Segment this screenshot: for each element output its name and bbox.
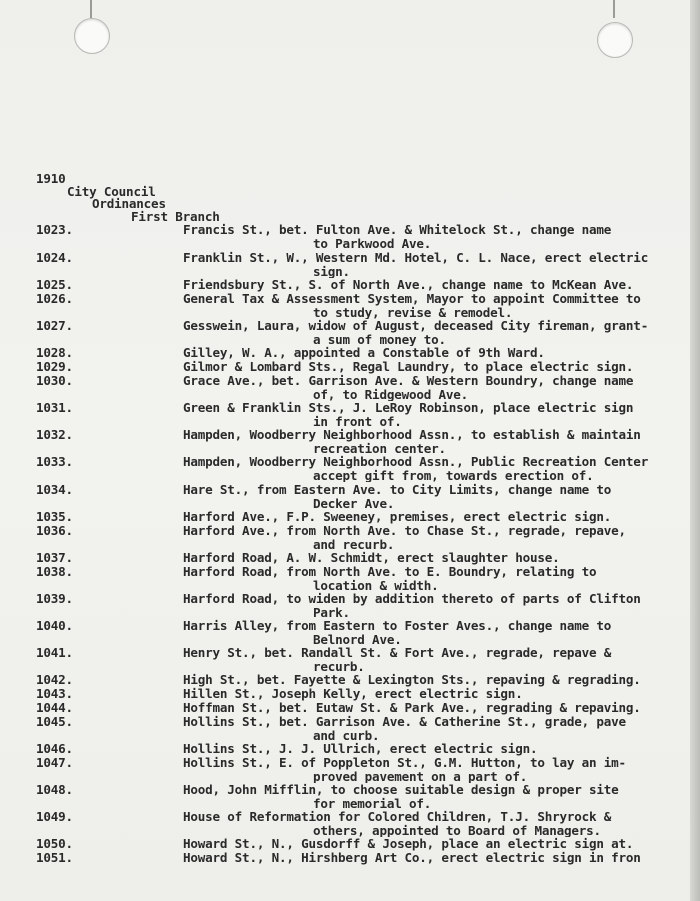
ordinance-number: 1036. (36, 523, 73, 538)
ordinance-number: 1046. (36, 741, 73, 756)
ordinance-text-line: Hampden, Woodberry Neighborhood Assn., Public Recreation Center (183, 455, 649, 469)
ordinance-text-line: Hampden, Woodberry Neighborhood Assn., to establish & maintain (183, 428, 641, 442)
ordinance-continuation-line: sign. (313, 263, 350, 278)
ordinance-number: 1028. (36, 345, 73, 360)
ordinance-text-line: Hollins St., bet. Garrison Ave. & Catherine St., grade, pave (183, 715, 626, 729)
ordinance-description (183, 455, 700, 482)
ordinance-continuation-line: to Parkwood Ave. (313, 235, 432, 250)
ordinance-number: 1026. (36, 291, 73, 306)
ordinance-description (183, 278, 700, 292)
ordinance-description (183, 756, 700, 783)
ordinance-description (183, 646, 700, 673)
ordinance-number: 1031. (36, 400, 73, 415)
ordinance-number: 1023. (36, 222, 73, 237)
ordinance-continuation-line: a sum of money to. (313, 331, 446, 346)
ordinance-text-line: Friendsbury St., S. of North Ave., change name to McKean Ave. (183, 278, 634, 292)
ordinance-continuation-line: proved pavement on a part of. (313, 768, 528, 783)
ordinance-number: 1050. (36, 836, 73, 851)
ordinance-text-line: Harford Road, from North Ave. to E. Boundry, relating to (183, 565, 597, 579)
ordinance-number: 1035. (36, 509, 73, 524)
ordinance-continuation-line: Belnord Ave. (313, 631, 402, 646)
ordinance-description (183, 223, 700, 250)
ordinance-number: 1027. (36, 318, 73, 333)
ordinance-number: 1047. (36, 755, 73, 770)
ordinance-description (183, 483, 700, 510)
ordinance-description (183, 428, 700, 455)
ordinance-description (183, 851, 700, 865)
ordinance-continuation-line: for memorial of. (313, 795, 432, 810)
ordinance-number: 1041. (36, 645, 73, 660)
ordinance-text-line: High St., bet. Fayette & Lexington Sts., repaving & regrading. (183, 673, 641, 687)
ordinance-number: 1029. (36, 359, 73, 374)
ordinance-number: 1037. (36, 550, 73, 565)
ordinance-description (183, 374, 700, 401)
ordinance-text-line: Hood, John Mifflin, to choose suitable design & proper site (183, 783, 619, 797)
ordinance-number: 1045. (36, 714, 73, 729)
ordinance-description (183, 837, 700, 851)
ordinance-continuation-line: recurb. (313, 658, 365, 673)
ordinance-description (183, 701, 700, 715)
ordinance-number: 1051. (36, 850, 73, 865)
ordinance-description (183, 783, 700, 810)
ordinance-number: 1034. (36, 482, 73, 497)
ordinance-description (183, 715, 700, 742)
ordinance-text-line: Francis St., bet. Fulton Ave. & Whitelock St., change name (183, 223, 612, 237)
ordinance-text-line: Harris Alley, from Eastern to Foster Aves., change name to (183, 619, 612, 633)
ordinance-description (183, 319, 700, 346)
ordinance-description (183, 551, 700, 565)
ordinance-description (183, 524, 700, 551)
ordinance-text-line: Gilmor & Lombard Sts., Regal Laundry, to place electric sign. (183, 360, 634, 374)
ordinance-description (183, 401, 700, 428)
ordinance-text-line: Hare St., from Eastern Ave. to City Limits, change name to (183, 483, 612, 497)
ordinance-text-line: House of Reformation for Colored Children, T.J. Shryrock & (183, 810, 612, 824)
ordinance-continuation-line: others, appointed to Board of Managers. (313, 822, 601, 837)
ordinance-description (183, 292, 700, 319)
ordinance-text-line: Green & Franklin Sts., J. LeRoy Robinson, place electric sign (183, 401, 634, 415)
ordinance-text-line: Harford Ave., from North Ave. to Chase St., regrade, repave, (183, 524, 626, 538)
ordinance-description (183, 360, 700, 374)
ordinance-description (183, 673, 700, 687)
ordinance-number: 1044. (36, 700, 73, 715)
ordinance-continuation-line: in front of. (313, 413, 402, 428)
ordinance-text-line: Gilley, W. A., appointed a Constable of 9th Ward. (183, 346, 545, 360)
ordinance-description (183, 592, 700, 619)
ordinance-number: 1043. (36, 686, 73, 701)
ordinance-continuation-line: location & width. (313, 577, 439, 592)
header-first-branch: First Branch (131, 209, 220, 224)
ordinance-continuation-line: Decker Ave. (313, 495, 395, 510)
ordinance-description (183, 619, 700, 646)
ordinance-text-line: Harford Ave., F.P. Sweeney, premises, erect electric sign. (183, 510, 612, 524)
ordinance-text-line: Gesswein, Laura, widow of August, deceased City fireman, grant- (183, 319, 649, 333)
ordinance-text-line: Howard St., N., Gusdorff & Joseph, place an electric sign at. (183, 837, 634, 851)
ordinance-number: 1025. (36, 277, 73, 292)
ordinance-number: 1040. (36, 618, 73, 633)
ordinance-text-line: Harford Road, A. W. Schmidt, erect slaughter house. (183, 551, 560, 565)
ordinance-number: 1039. (36, 591, 73, 606)
ordinance-text-line: Harford Road, to widen by addition thereto of parts of Clifton (183, 592, 641, 606)
ordinance-text-line: Grace Ave., bet. Garrison Ave. & Western Boundry, change name (183, 374, 634, 388)
ordinance-text-line: Hollins St., J. J. Ullrich, erect electric sign. (183, 742, 538, 756)
ordinance-text-line: Hollins St., E. of Poppleton St., G.M. Hutton, to lay an im- (183, 756, 626, 770)
header-ordinances: Ordinances (92, 196, 166, 211)
ordinance-description (183, 510, 700, 524)
ordinance-number: 1048. (36, 782, 73, 797)
ordinance-continuation-line: to study, revise & remodel. (313, 304, 513, 319)
ordinance-text-line: Hillen St., Joseph Kelly, erect electric sign. (183, 687, 523, 701)
ordinance-text-line: Hoffman St., bet. Eutaw St. & Park Ave., regrading & repaving. (183, 701, 641, 715)
ordinance-description (183, 742, 700, 756)
ordinance-number: 1030. (36, 373, 73, 388)
ordinance-number: 1024. (36, 250, 73, 265)
ordinance-description (183, 346, 700, 360)
ordinance-text-line: General Tax & Assessment System, Mayor to appoint Committee to (183, 292, 641, 306)
ordinance-number: 1033. (36, 454, 73, 469)
header-year: 1910 (36, 171, 66, 186)
header-city-council: City Council (67, 184, 156, 199)
ordinance-text-line: Franklin St., W., Western Md. Hotel, C. L. Nace, erect electric (183, 251, 649, 265)
ordinance-continuation-line: recreation center. (313, 440, 446, 455)
ordinance-description (183, 565, 700, 592)
ordinance-text-line: Henry St., bet. Randall St. & Fort Ave., regrade, repave & (183, 646, 612, 660)
ordinance-continuation-line: accept gift from, towards erection of. (313, 467, 594, 482)
ordinance-number: 1032. (36, 427, 73, 442)
ordinance-number: 1038. (36, 564, 73, 579)
ordinance-number: 1049. (36, 809, 73, 824)
ordinance-continuation-line: and curb. (313, 727, 380, 742)
ordinance-continuation-line: Park. (313, 604, 350, 619)
ordinance-description (183, 251, 700, 278)
ordinance-description (183, 687, 700, 701)
ordinance-number: 1042. (36, 672, 73, 687)
ordinance-description (183, 810, 700, 837)
ordinance-continuation-line: and recurb. (313, 536, 395, 551)
ordinance-text-line: Howard St., N., Hirshberg Art Co., erect electric sign in fron (183, 851, 641, 865)
ordinance-continuation-line: of, to Ridgewood Ave. (313, 386, 469, 401)
